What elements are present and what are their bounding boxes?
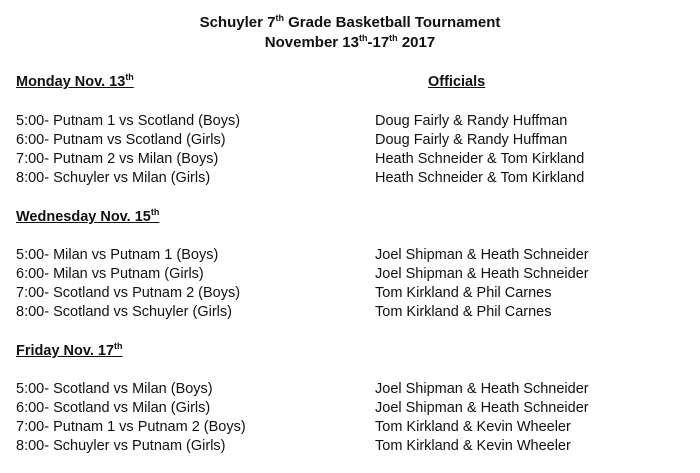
officials-entry: Tom Kirkland & Phil Carnes	[375, 304, 552, 320]
date-start: November 13	[264, 34, 359, 51]
day-heading-superscript: th	[125, 72, 134, 83]
game-row: 6:00- Milan vs Putnam (Girls)	[16, 266, 204, 282]
officials-entry: Heath Schneider & Tom Kirkland	[375, 170, 585, 186]
game-row: 7:00- Putnam 1 vs Putnam 2 (Boys)	[16, 419, 246, 435]
game-row: 5:00- Scotland vs Milan (Boys)	[16, 381, 213, 397]
day-heading-text: Monday Nov. 13	[16, 74, 126, 90]
game-row: 8:00- Schuyler vs Milan (Girls)	[16, 170, 211, 186]
officials-entry: Joel Shipman & Heath Schneider	[375, 400, 589, 416]
game-row: 6:00- Scotland vs Milan (Girls)	[16, 400, 211, 416]
day-heading-text: Friday Nov. 17	[16, 343, 115, 359]
game-row: 5:00- Putnam 1 vs Scotland (Boys)	[16, 113, 241, 129]
document-subtitle-dates	[0, 34, 700, 51]
title-line1-superscript: th	[275, 13, 284, 23]
officials-entry: Doug Fairly & Randy Huffman	[375, 132, 568, 148]
officials-entry: Heath Schneider & Tom Kirkland	[375, 151, 585, 167]
day-heading-superscript: th	[150, 207, 160, 218]
game-row: 8:00- Schuyler vs Putnam (Girls)	[16, 438, 226, 454]
day-heading-friday	[16, 343, 123, 359]
date-end-superscript: th	[389, 33, 398, 43]
game-row: 7:00- Putnam 2 vs Milan (Boys)	[16, 151, 219, 167]
game-row: 6:00- Putnam vs Scotland (Girls)	[16, 132, 226, 148]
document-title	[0, 14, 700, 31]
officials-entry: Tom Kirkland & Phil Carnes	[375, 285, 552, 301]
officials-entry: Tom Kirkland & Kevin Wheeler	[375, 419, 571, 435]
title-line1-rest: Grade Basketball Tournament	[283, 14, 501, 31]
date-start-superscript: th	[358, 33, 368, 43]
game-row: 5:00- Milan vs Putnam 1 (Boys)	[16, 247, 219, 263]
game-row: 7:00- Scotland vs Putnam 2 (Boys)	[16, 285, 241, 301]
officials-entry: Doug Fairly & Randy Huffman	[375, 113, 568, 129]
day-heading-monday	[16, 74, 134, 90]
officials-entry: Tom Kirkland & Kevin Wheeler	[375, 438, 571, 454]
date-year: 2017	[397, 34, 436, 51]
day-heading-superscript: th	[114, 341, 123, 352]
day-heading-text: Wednesday Nov. 15	[16, 209, 151, 225]
officials-entry: Joel Shipman & Heath Schneider	[375, 381, 589, 397]
date-end: -17	[367, 34, 390, 51]
officials-entry: Joel Shipman & Heath Schneider	[375, 247, 589, 263]
title-line1-text: Schuyler 7	[199, 14, 276, 31]
day-heading-wednesday	[16, 209, 159, 225]
game-row: 8:00- Scotland vs Schuyler (Girls)	[16, 304, 232, 320]
officials-entry: Joel Shipman & Heath Schneider	[375, 266, 589, 282]
officials-column-header: Officials	[428, 74, 486, 90]
